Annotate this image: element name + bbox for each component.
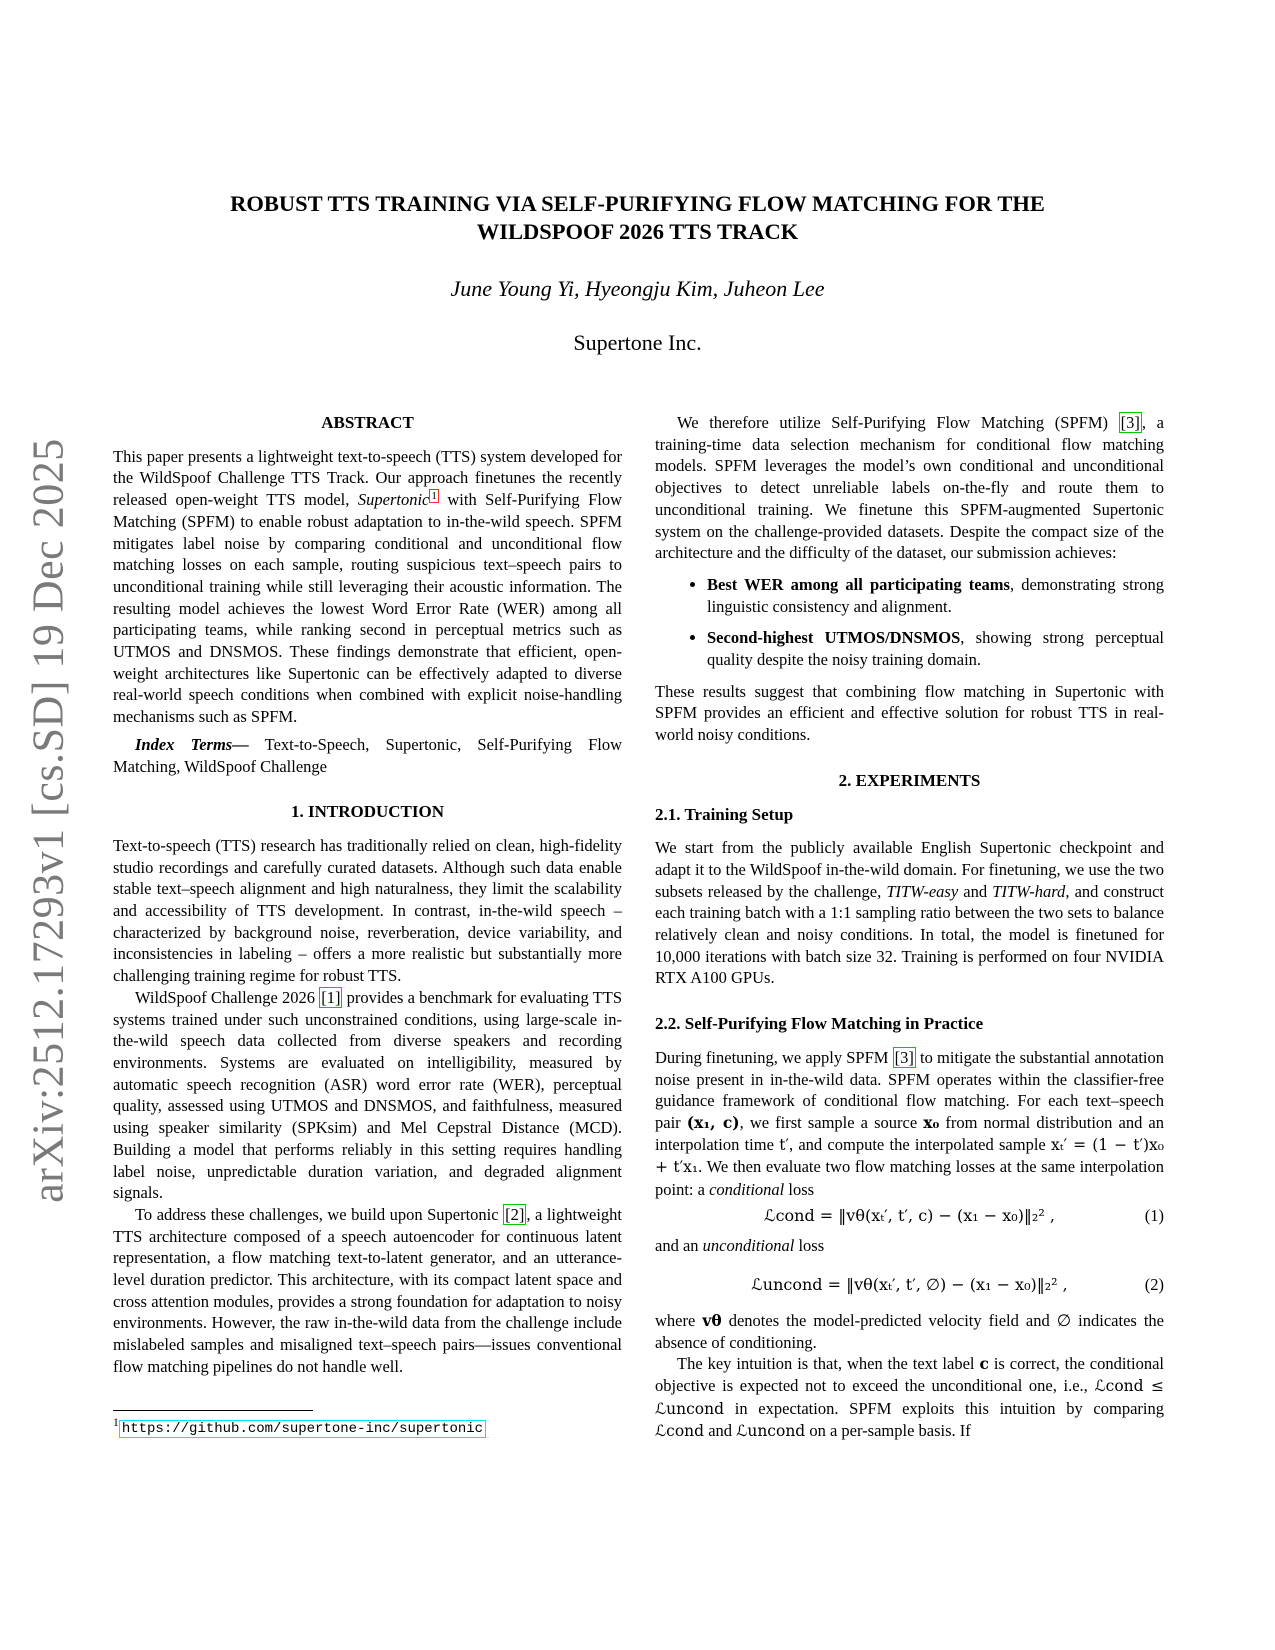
arxiv-stamp [14, 437, 82, 1203]
training-setup-heading: 2.1. Training Setup [655, 804, 794, 824]
after-equation-text: where vθ denotes the model-predicted velocity field and ∅ indicates the absence of conditioning. [655, 1310, 1164, 1352]
footnote-url-link[interactable]: https://github.com/supertone-inc/supertonic [119, 1420, 486, 1438]
equation-2 [655, 1274, 1164, 1296]
equation-2-number: (2) [1144, 1275, 1164, 1295]
paper-authors: June Young Yi, Hyeongju Kim, Juheon Lee [450, 276, 825, 301]
arxiv-stamp-text: arXiv:2512.17293v1 [cs.SD] 19 Dec 2025 [23, 437, 73, 1203]
title-line-2: WILDSPOOF 2026 TTS TRACK [476, 219, 799, 244]
abstract-body: This paper presents a lightweight text-to-speech (TTS) system developed for the WildSpoof Challenge TTS Track. Our approach finetunes the recently released open-weight TTS model, Supertonic $^1$ with Self-Purifying Flow Matching (SPFM) to enable robust adaptation to in-the-wild speech. SPFM mitigates label noise by comparing conditional and unconditional flow matching losses on each sample, routing suspicious text–speech pairs to unconditional training while still leveraging their acoustic information. The resulting model achieves the lowest Word Error Rate (WER) among all participating teams, while ranking second in perceptual metrics such as UTMOS and DNSMOS. These findings demonstrate that efficient, open-weight architectures like Supertonic can be effectively adapted to diverse real-world speech conditions when combined with explicit noise-handling mechanisms such as SPFM. [113, 446, 622, 727]
index-terms-label: Index Terms— [135, 734, 249, 754]
spfm-practice-heading: 2.2. Self-Purifying Flow Matching in Practice [655, 1014, 984, 1034]
footnote-number: 1 [113, 1416, 119, 1429]
math-interp: xₜ′ = (1 − t′)x₀ + t′x₁ [655, 1135, 1164, 1177]
abstract-heading: ABSTRACT [321, 413, 414, 432]
list-item: • Second-highest UTMOS/DNSMOS, showing strong perceptual quality despite the noisy training domain. [707, 627, 1164, 670]
experiments-heading: 2. EXPERIMENTS [838, 770, 981, 790]
left-column [113, 412, 622, 1378]
index-terms: Index Terms— Text-to-Speech, Supertonic, Self-Purifying Flow Matching, WildSpoof Challenge [113, 734, 622, 776]
citation-link[interactable]: [2] [505, 1204, 525, 1224]
equation-1-number: (1) [1144, 1205, 1164, 1225]
results-list [655, 574, 1164, 671]
intro-paragraph-4: We therefore utilize Self-Purifying Flow Matching (SPFM) [3] , a training-time data selection mechanism for conditional flow matching models. SPFM leverages the model’s own conditional and unconditional objectives to detect unreliable labels on-the-fly and route them to unconditional training. We finetune this SPFM-augmented Supertonic system on the challenge-provided datasets. Despite the compact size of the architecture and the difficulty of the dataset, our submission achieves: [655, 413, 1165, 563]
list-item: • Best WER among all participating teams, demonstrating strong linguistic consistency and alignment. [707, 574, 1164, 617]
intro-paragraph-5: These results suggest that combining flow matching in Supertonic with SPFM provides an efficient and effective solution for robust TTS in real-world noisy conditions. [655, 681, 1164, 745]
equation-2-body: ℒuncond = ‖vθ(xₜ′, t′, ∅) − (x₁ − x₀)‖₂² , [751, 1275, 1068, 1295]
equation-1 [655, 1205, 1164, 1227]
title-line-1: ROBUST TTS TRAINING VIA SELF-PURIFYING FLOW MATCHING FOR THE [230, 191, 1045, 216]
paper-affiliation: Supertone Inc. [573, 330, 702, 355]
intro-paragraph-1: Text-to-speech (TTS) research has traditionally relied on clean, high-fidelity studio recordings and carefully curated datasets. Although such data enable stable text–speech alignment and high naturalness, they limit the scalability and accessibility of TTS development. In contrast, in-the-wild speech – characterized by background noise, reverberation, device variability, and inconsistencies in labeling – offers a more realistic but substantially more challenging training regime for robust TTS. [113, 835, 622, 986]
math-t: t′ [779, 1135, 789, 1154]
citation-link[interactable]: [3] [1120, 413, 1140, 432]
training-setup-paragraph: We start from the publicly available English Supertonic checkpoint and adapt it to the WildSpoof in-the-wild domain. For finetuning, we use the two subsets released by the challenge, TITW-easy and TITW-hard, and construct each training batch with a 1:1 sampling ratio between the two sets to balance relatively clean and noisy conditions. In total, the model is finetuned for 10,000 iterations with batch size 32. Training is performed on four NVIDIA RTX A100 GPUs. [655, 838, 1165, 988]
intro-heading: 1. INTRODUCTION [290, 802, 445, 822]
equation-1-body: ℒcond = ‖vθ(xₜ′, t′, c) − (x₁ − x₀)‖₂² , [764, 1205, 1055, 1225]
footnote-marker-link[interactable]: 1 [431, 489, 437, 502]
citation-link[interactable]: [1] [321, 987, 341, 1007]
key-intuition-paragraph: The key intuition is that, when the text label c is correct, the conditional objective is expected not to exceed the unconditional one, i.e., ℒcond ≤ ℒuncond in expectation. SPFM exploits this intuition by comparing ℒcond and ℒuncond on a per-sample basis. If [655, 1354, 1164, 1441]
spfm-paragraph: During finetuning, we apply SPFM [3] to mitigate the substantial annotation noise present in in-the-wild data. SPFM operates within the classifier-free guidance framework of conditional flow matching. For each text–speech pair (x₁, c), we first sample a source x₀ from normal distribution and an interpolation time t′, and compute the interpolated sample xₜ′ = (1 − t′)x₀ + t′x₁. We then evaluate two flow matching losses at the same interpolation point: a conditional loss [655, 1047, 1164, 1200]
math-x0: x₀ [923, 1112, 940, 1132]
footnote-rule [113, 1410, 313, 1411]
paper-title [140, 190, 1135, 246]
model-name: Supertonic [357, 490, 430, 510]
footnote [113, 1416, 486, 1437]
math-pair: (x₁, c) [686, 1112, 740, 1132]
intro-paragraph-2: WildSpoof Challenge 2026 [1] provides a benchmark for evaluating TTS systems trained under such unconstrained conditions, using large-scale in-the-wild speech data collected from diverse speakers and recording environments. Systems are evaluated on intelligibility, measured by automatic speech recognition (ASR) word error rate (WER), perceptual quality, assessed using UTMOS and DNSMOS, and faithfulness, measured using speaker similarity (SPKsim) and Mel Cepstral Distance (MCD). Building a model that performs reliably in this setting requires handling label noise, unpredictable duration variation, and degraded alignment signals. [113, 987, 622, 1203]
intro-paragraph-3: To address these challenges, we build upon Supertonic [2] , a lightweight TTS architecture composed of a speech autoencoder for continuous latent representation, a flow matching text-to-latent generator, and an utterance-level duration predictor. This architecture, with its compact latent space and cross attention modules, provides a strong foundation for adaptation to noisy environments. However, the raw in-the-wild data from the challenge include mislabeled samples and misaligned text–speech pairs—issues conventional flow matching pipelines do not handle well. [113, 1204, 623, 1376]
between-equations-text: and an unconditional loss [655, 1235, 825, 1255]
citation-link[interactable]: [3] [894, 1047, 914, 1067]
right-column [655, 412, 1164, 1443]
